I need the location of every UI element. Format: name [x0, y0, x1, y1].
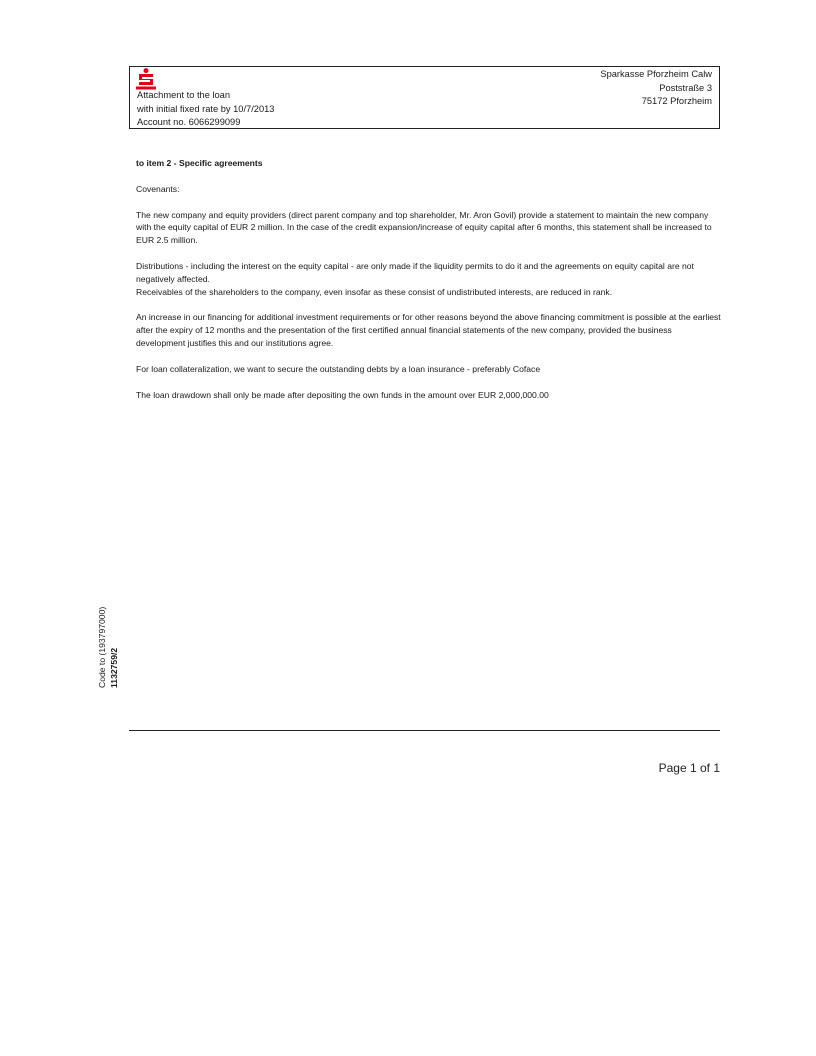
- side-code-line-1: Code to (193797000): [97, 606, 107, 688]
- paragraph-collateralization: For loan collateralization, we want to secure the outstanding debts by a loan insurance - preferably Coface: [136, 363, 541, 374]
- section-title: to item 2 - Specific agreements: [136, 158, 263, 168]
- bank-street: Poststraße 3: [659, 82, 712, 93]
- footer-divider: [129, 730, 720, 731]
- sparkasse-s-logo-icon: [136, 68, 156, 90]
- bank-city: 75172 Pforzheim: [641, 96, 712, 106]
- paragraph-receivables: Receivables of the shareholders to the company, even insofar as these consist of undistributed interests, are reduced in rank.: [136, 286, 613, 297]
- paragraph-distributions: Distributions - including the interest on the equity capital - are only made if the liquidity permits to do it and the agreements on equity capital are not negatively affected.: [136, 260, 694, 284]
- side-code: [96, 596, 124, 688]
- document-body: [136, 157, 721, 401]
- paragraph-drawdown: The loan drawdown shall only be made after depositing the own funds in the amount over EUR 2,000,000.00: [136, 389, 549, 400]
- paragraph-equity-statement: The new company and equity providers (direct parent company and top shareholder, Mr. Aron Govil) provide a statement to maintain the new company with the equity capital of EUR 2 million. In the case of the credit expansion/increase of equity capital after 6 months, this statement shall be increased to EUR 2.5 million.: [136, 209, 712, 246]
- bank-address: [600, 68, 712, 109]
- loan-reference: [137, 89, 274, 130]
- side-code-line-2: 1132759/2: [109, 647, 119, 688]
- paragraph-financing-increase: An increase in our financing for additional investment requirements or for other reasons beyond the above financing commitment is possible at the earliest after the expiry of 12 months and the presentation of the first certified annual financial statements of the new company, provided the business development justifies this and our institutions agree.: [136, 312, 721, 348]
- account-number-line: Account no. 6066299099: [137, 117, 241, 127]
- fixed-rate-line: with initial fixed rate by 10/7/2013: [137, 103, 275, 114]
- covenants-label: Covenants:: [136, 183, 180, 194]
- page-number: Page 1 of 1: [658, 761, 720, 775]
- bank-name: Sparkasse Pforzheim Calw: [600, 69, 712, 79]
- loan-attachment-line: Attachment to the loan: [137, 90, 231, 100]
- letterhead-box: [129, 66, 720, 129]
